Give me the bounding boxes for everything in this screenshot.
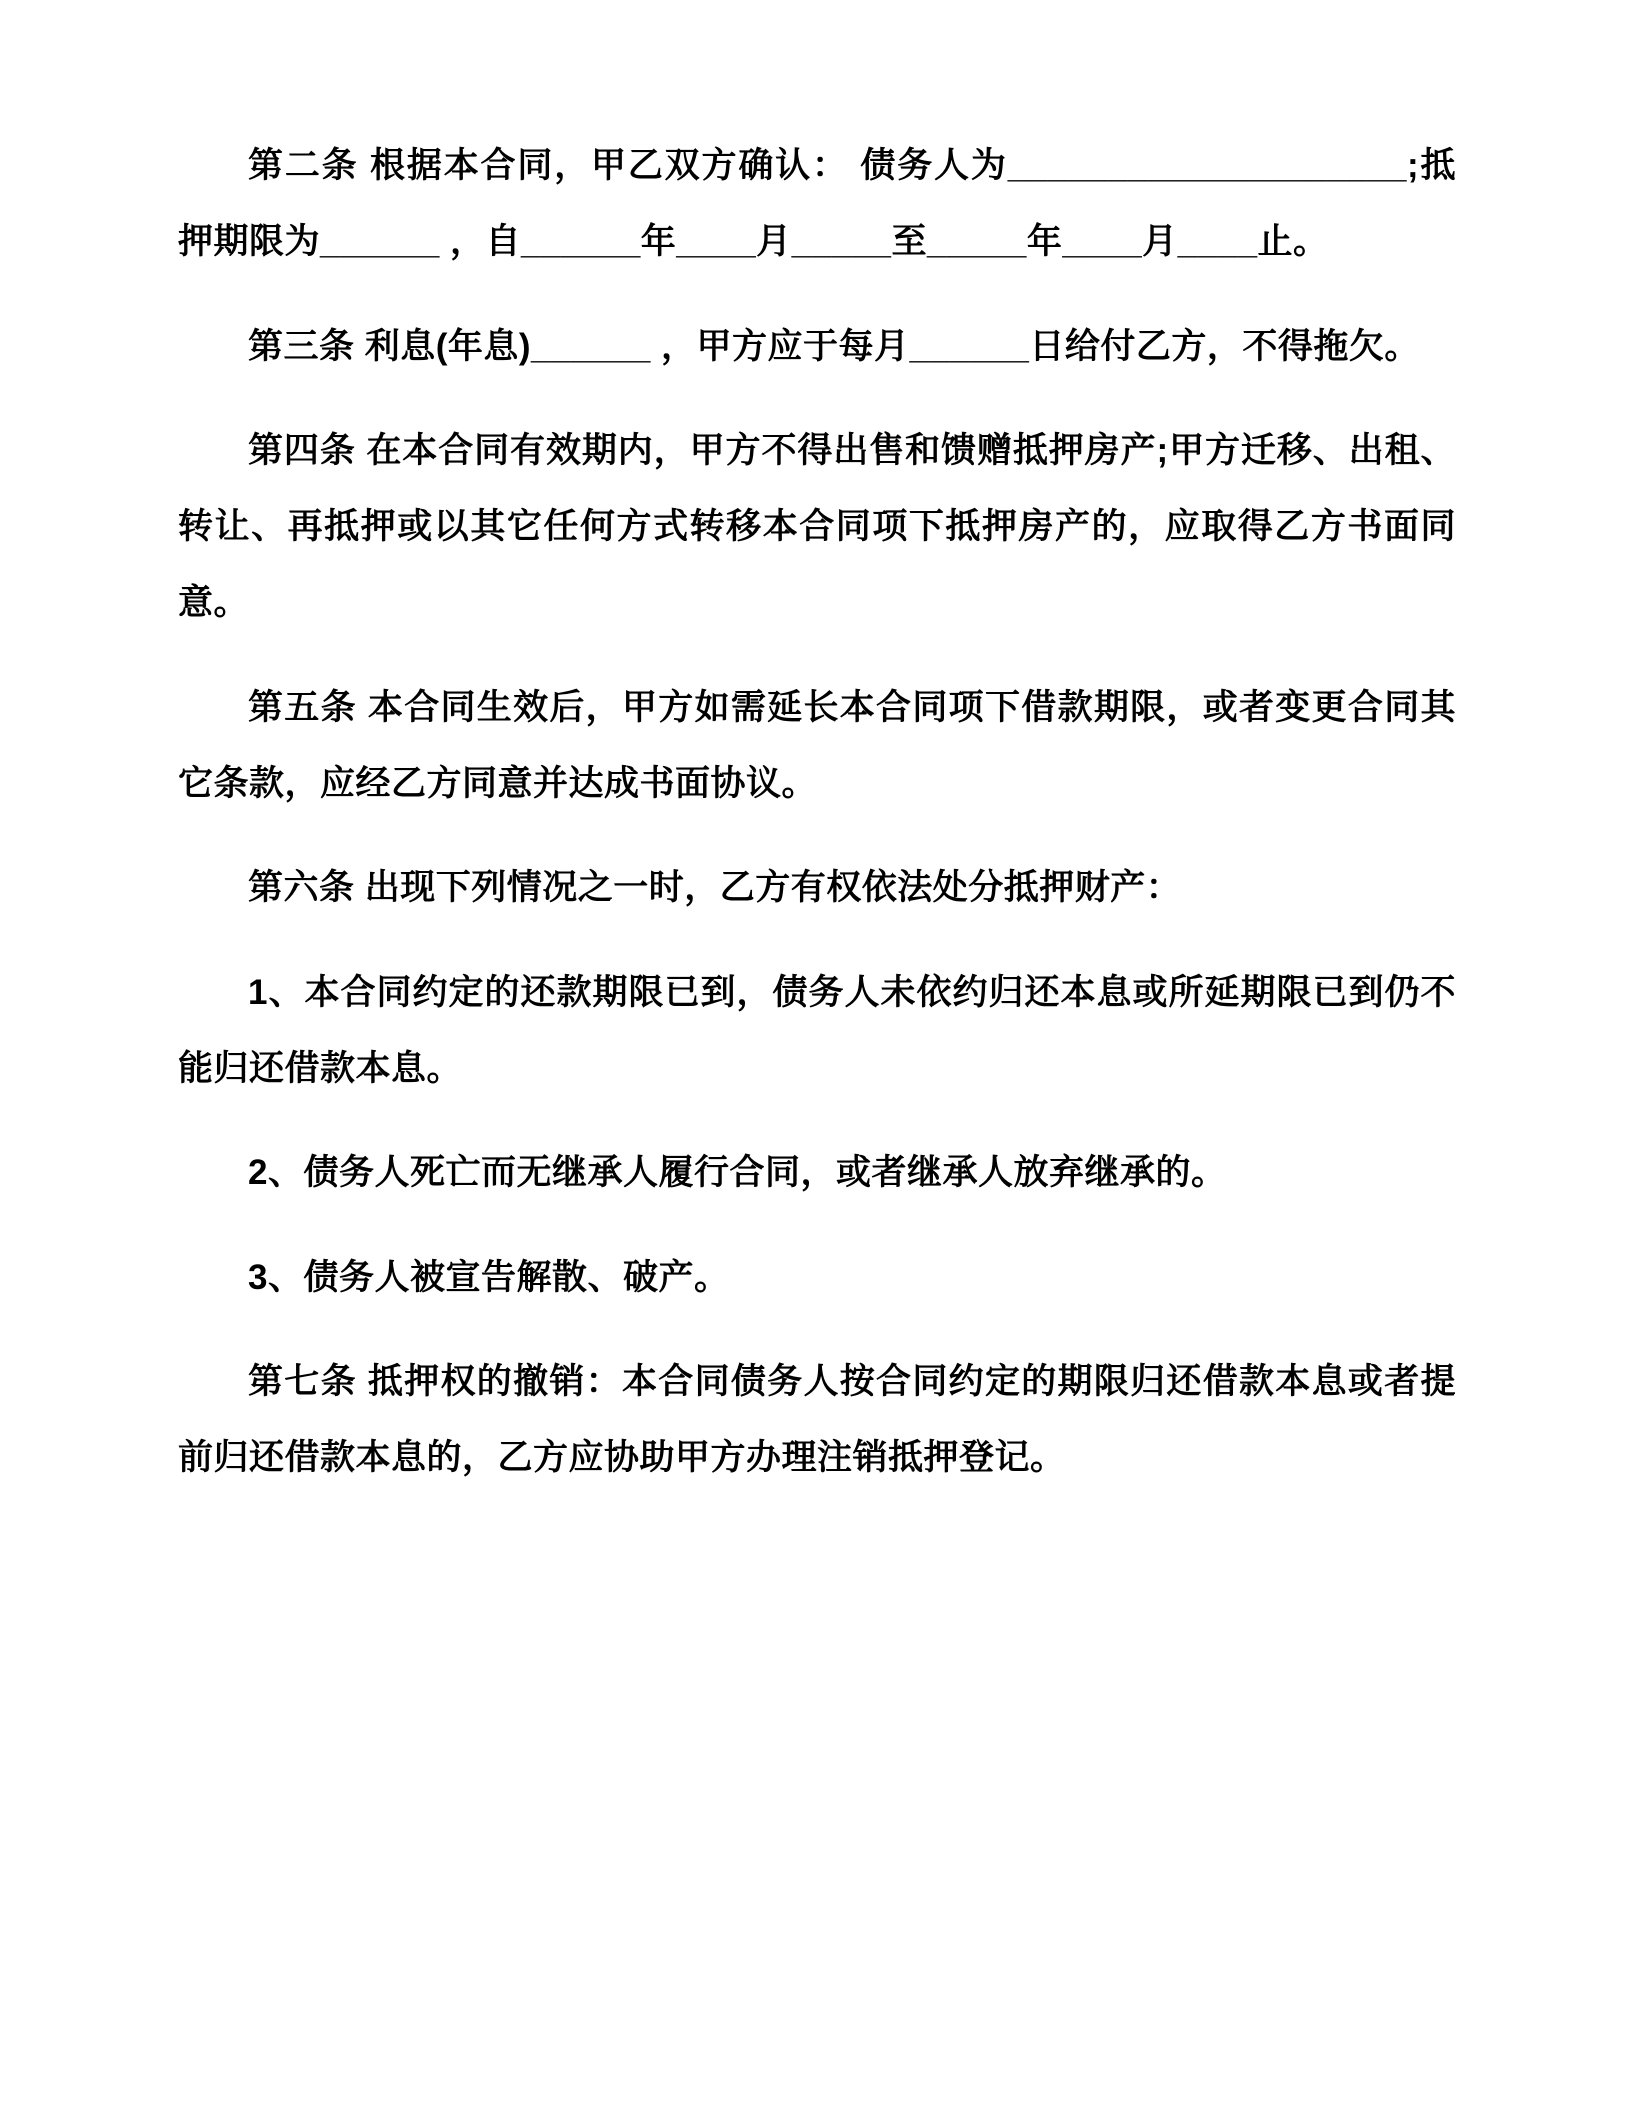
contract-paragraph-article-6: 第六条 出现下列情况之一时，乙方有权依法处分抵押财产：	[248, 868, 1182, 908]
contract-body	[178, 128, 1456, 1496]
contract-paragraph-article-7: 第七条 抵押权的撤销：本合同债务人按合同约定的期限归还借款本息或者提前归还借款本息的，乙方应协助甲方办理注销抵押登记。	[178, 1361, 1456, 1478]
contract-paragraph-item-2: 2、债务人死亡而无继承人履行合同，或者继承人放弃继承的。	[248, 1153, 1227, 1193]
contract-paragraph-item-1: 1、本合同约定的还款期限已到，债务人未依约归还本息或所延期限已到仍不能归还借款本息。	[178, 972, 1456, 1088]
contract-paragraph-item-3: 3、债务人被宣告解散、破产。	[248, 1257, 730, 1297]
contract-paragraph-article-2: 第二条 根据本合同，甲乙双方确认： 债务人为____________________;抵押期限为______ ，自______年____月_____至_____年____月____止。	[178, 146, 1456, 262]
contract-paragraph-article-3: 第三条 利息(年息)______ ，甲方应于每月______日给付乙方，不得拖欠。	[248, 326, 1420, 366]
contract-paragraph-article-5: 第五条 本合同生效后，甲方如需延长本合同项下借款期限，或者变更合同其它条款，应经乙方同意并达成书面协议。	[178, 687, 1456, 804]
contract-paragraph-article-4: 第四条 在本合同有效期内，甲方不得出售和馈赠抵押房产;甲方迁移、出租、转让、再抵押或以其它任何方式转移本合同项下抵押房产的，应取得乙方书面同意。	[178, 430, 1456, 623]
